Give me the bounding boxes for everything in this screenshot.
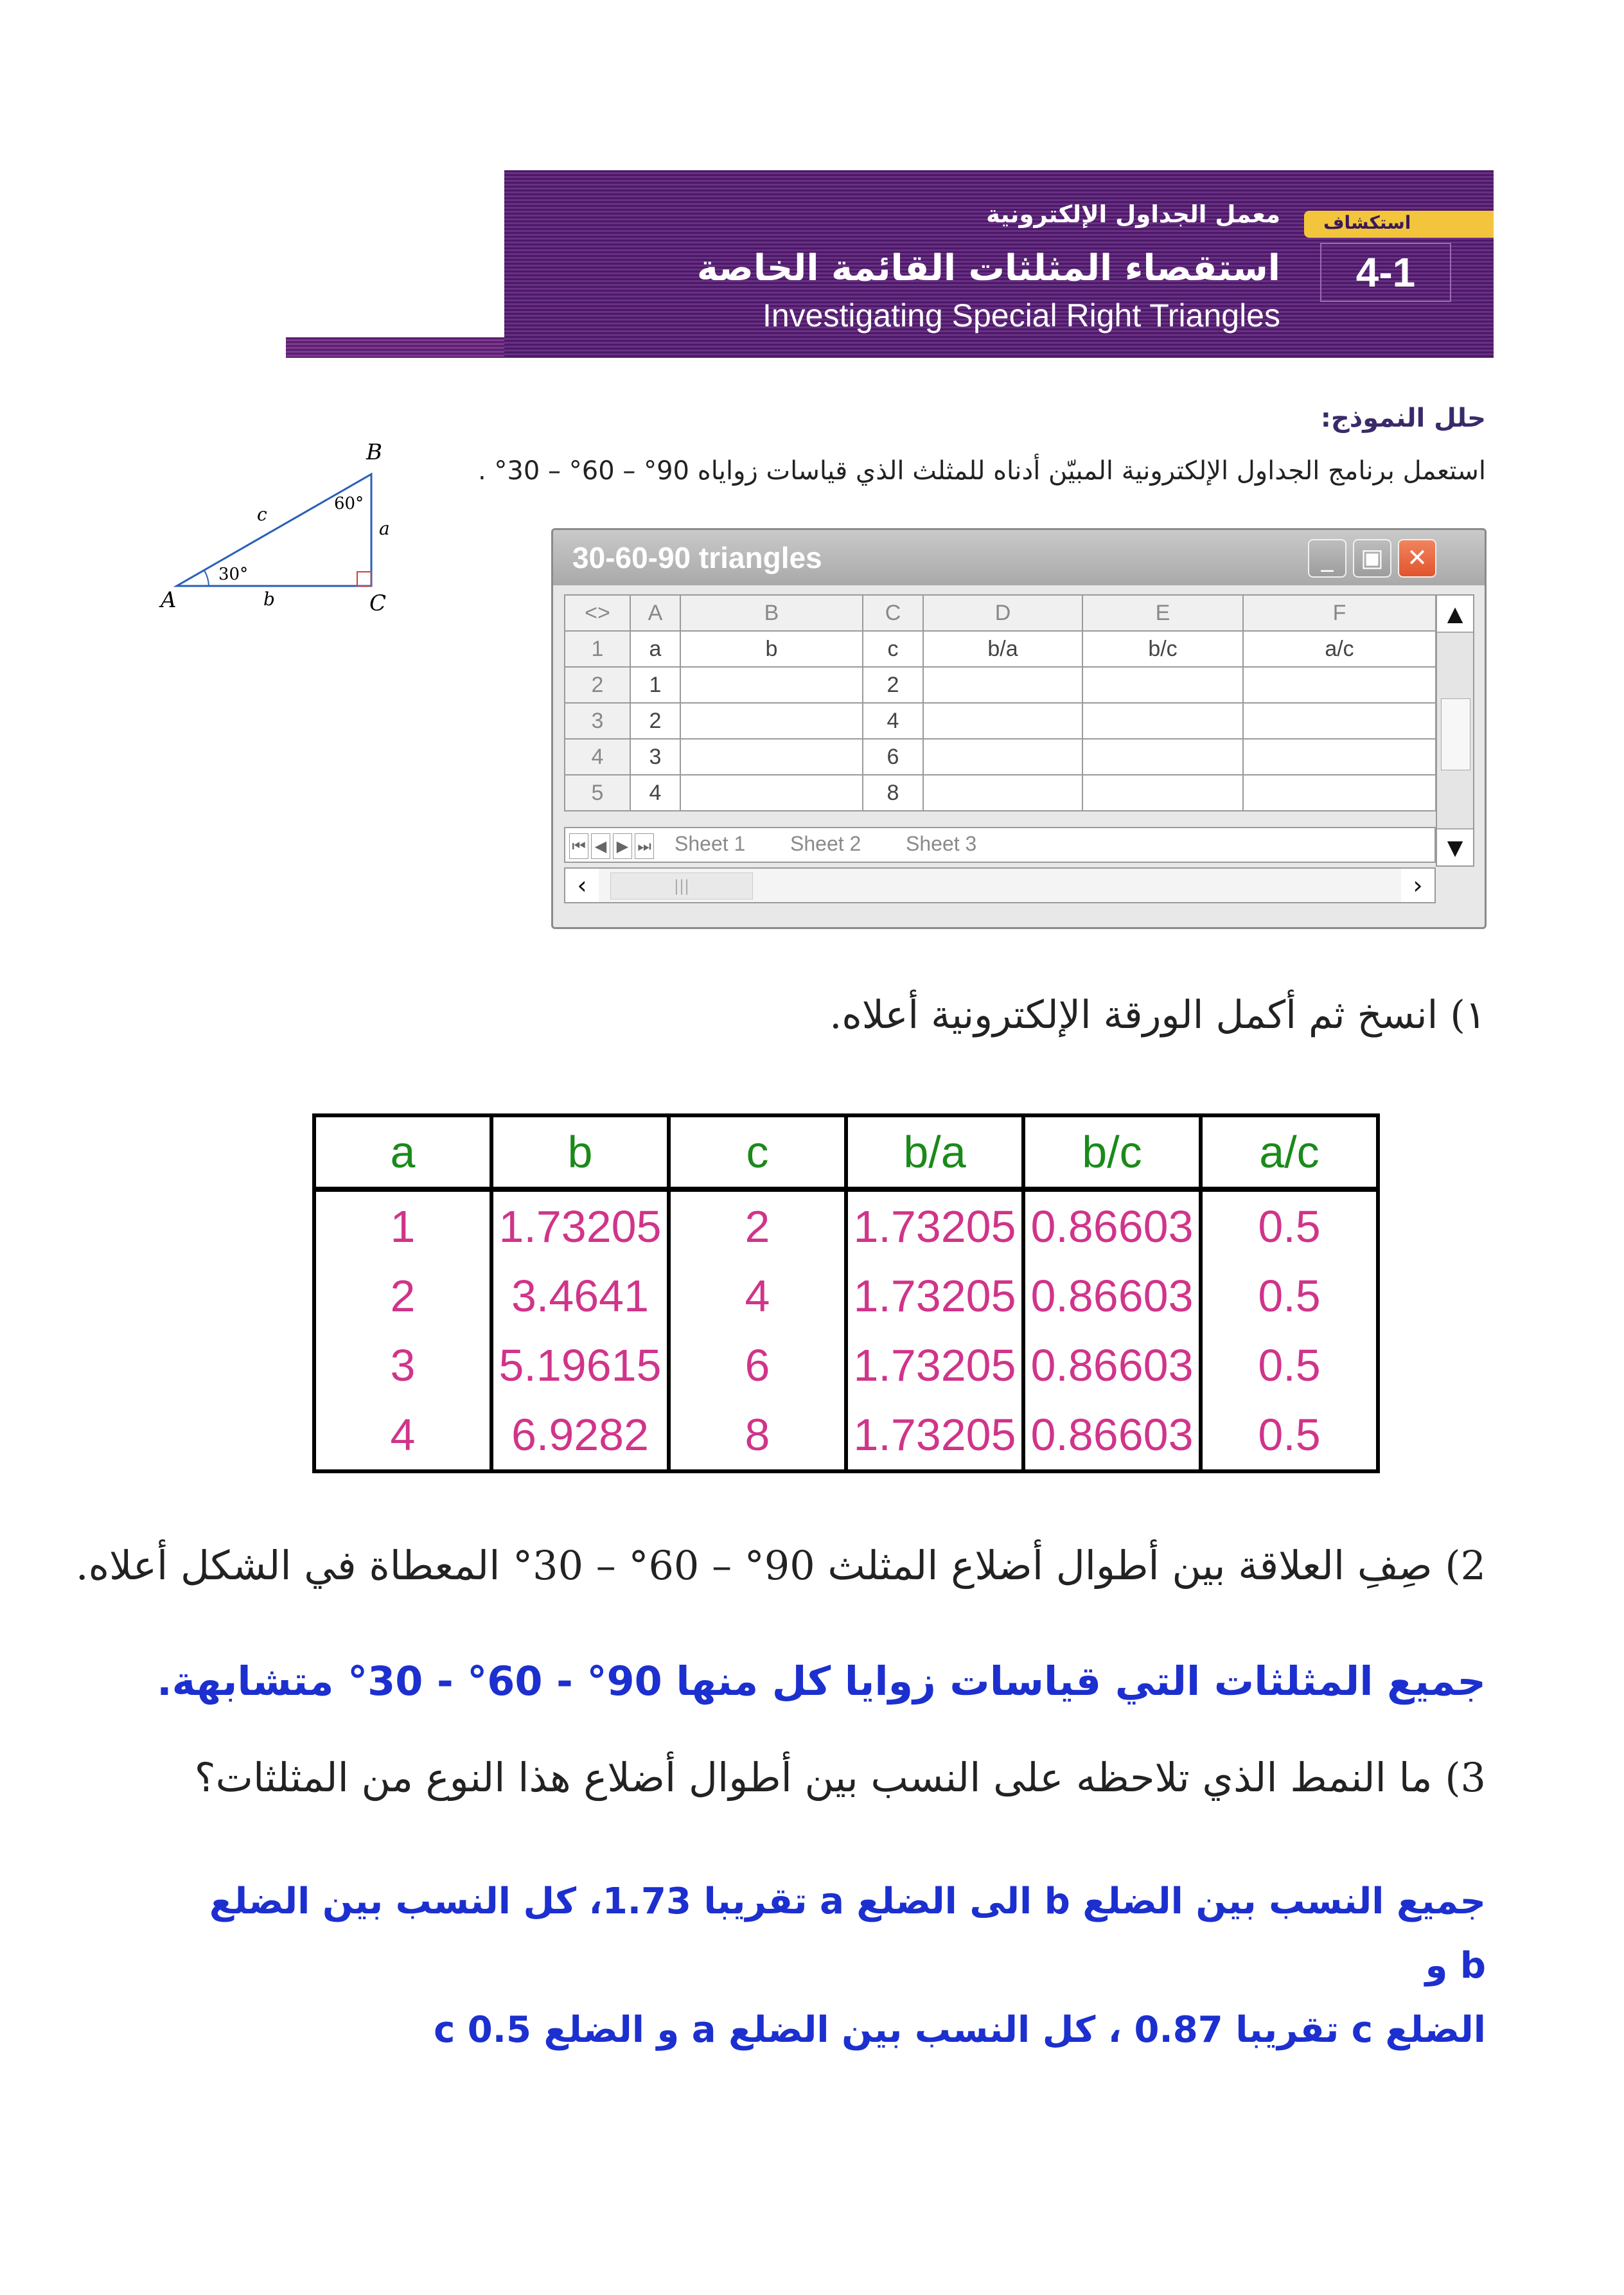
- prev-sheet-icon[interactable]: ◀: [591, 833, 610, 859]
- horizontal-scroll-thumb[interactable]: |||: [610, 873, 753, 899]
- maximize-button[interactable]: ▣: [1353, 539, 1391, 578]
- cell[interactable]: [923, 775, 1082, 811]
- horizontal-scrollbar[interactable]: [564, 867, 1436, 903]
- cell[interactable]: [680, 703, 863, 739]
- cell[interactable]: c: [863, 631, 923, 667]
- next-sheet-icon[interactable]: ▶: [613, 833, 632, 859]
- column-header[interactable]: F: [1243, 595, 1436, 631]
- spreadsheet-row: [565, 775, 1436, 811]
- cell[interactable]: [1082, 667, 1243, 703]
- answer-cell: 8: [669, 1400, 846, 1471]
- answer-cell: 1.73205: [846, 1400, 1023, 1471]
- answer-header: b: [491, 1115, 669, 1189]
- answer-cell: 3.4641: [491, 1261, 669, 1331]
- spreadsheet-grid: [564, 594, 1436, 811]
- answer-cell: 5.19615: [491, 1331, 669, 1400]
- answer-header-row: [314, 1115, 1378, 1189]
- vertex-label-a: A: [161, 587, 177, 613]
- vertical-scroll-thumb[interactable]: [1441, 698, 1470, 770]
- sheet-tab-1[interactable]: Sheet 1: [675, 832, 746, 855]
- answer-header: b/c: [1023, 1115, 1201, 1189]
- spreadsheet-row: [565, 703, 1436, 739]
- cell[interactable]: b/a: [923, 631, 1082, 667]
- cell[interactable]: 4: [863, 703, 923, 739]
- row-header[interactable]: 1: [565, 631, 630, 667]
- close-button[interactable]: ✕: [1398, 539, 1436, 578]
- right-triangle-figure: [148, 437, 411, 636]
- answer-cell: 3: [314, 1331, 491, 1400]
- cell[interactable]: [1082, 775, 1243, 811]
- spreadsheet-row: [565, 631, 1436, 667]
- column-header[interactable]: A: [630, 595, 680, 631]
- minimize-button[interactable]: _: [1308, 539, 1346, 578]
- side-label-a: a: [379, 518, 390, 539]
- answer-cell: 6.9282: [491, 1400, 669, 1471]
- answer-cell: 0.5: [1201, 1331, 1378, 1400]
- select-all-corner[interactable]: <>: [565, 595, 630, 631]
- angle-arc-a: [204, 571, 209, 586]
- answer-2: جميع المثلثات التي قياسات زوايا كل منها 90° - 60° - 30° متشابهة.: [157, 1658, 1486, 1705]
- answer-cell: 4: [314, 1400, 491, 1471]
- cell[interactable]: [1243, 775, 1436, 811]
- row-header[interactable]: 2: [565, 667, 630, 703]
- answer-cell: 0.5: [1201, 1400, 1378, 1471]
- scroll-up-icon[interactable]: ▲: [1437, 596, 1473, 633]
- answer-cell: 1.73205: [846, 1261, 1023, 1331]
- answer-3: [201, 1870, 1486, 2062]
- answer-table: [312, 1113, 1380, 1473]
- column-header[interactable]: D: [923, 595, 1082, 631]
- answer-cell: 4: [669, 1261, 846, 1331]
- cell[interactable]: 4: [630, 775, 680, 811]
- cell[interactable]: b/c: [1082, 631, 1243, 667]
- answer-cell: 1: [314, 1189, 491, 1261]
- answer-row: [314, 1400, 1378, 1471]
- row-header[interactable]: 5: [565, 775, 630, 811]
- vertex-label-c: C: [369, 590, 387, 616]
- question-3: 3) ما النمط الذي تلاحظه على النسب بين أطوال أضلاع هذا النوع من المثلثات؟: [194, 1754, 1486, 1801]
- answer-row: [314, 1261, 1378, 1331]
- answer-cell: 2: [669, 1189, 846, 1261]
- cell[interactable]: 2: [863, 667, 923, 703]
- vertical-scrollbar[interactable]: [1436, 594, 1474, 867]
- spreadsheet-row: [565, 667, 1436, 703]
- cell[interactable]: [923, 703, 1082, 739]
- question-2: 2) صِفِ العلاقة بين أطوال أضلاع المثلث 90° – 60° – 30° المعطاة في الشكل أعلاه.: [75, 1542, 1486, 1589]
- answer-cell: 0.86603: [1023, 1331, 1201, 1400]
- angle-label-60: 60°: [334, 494, 364, 513]
- column-header[interactable]: C: [863, 595, 923, 631]
- scroll-down-icon[interactable]: ▼: [1437, 828, 1473, 865]
- sheet-tab-3[interactable]: Sheet 3: [906, 832, 977, 855]
- cell[interactable]: 1: [630, 667, 680, 703]
- cell[interactable]: [1082, 739, 1243, 775]
- lesson-title-english: Investigating Special Right Triangles: [762, 297, 1280, 333]
- cell[interactable]: b: [680, 631, 863, 667]
- cell[interactable]: [680, 739, 863, 775]
- cell[interactable]: [923, 739, 1082, 775]
- answer-cell: 0.86603: [1023, 1261, 1201, 1331]
- answer-cell: 2: [314, 1261, 491, 1331]
- answer-row: [314, 1331, 1378, 1400]
- cell[interactable]: 6: [863, 739, 923, 775]
- cell[interactable]: a/c: [1243, 631, 1436, 667]
- vertex-label-b: B: [366, 439, 382, 465]
- banner-stripe: [286, 337, 508, 358]
- answer-header: b/a: [846, 1115, 1023, 1189]
- question-1: ١) انسخ ثم أكمل الورقة الإلكترونية أعلاه.: [829, 993, 1486, 1038]
- sheet-tab-2[interactable]: Sheet 2: [790, 832, 861, 855]
- cell[interactable]: [1082, 703, 1243, 739]
- scroll-left-icon[interactable]: ‹: [565, 869, 599, 902]
- spreadsheet-window: [551, 528, 1487, 929]
- spreadsheet-row: [565, 739, 1436, 775]
- answer-header: a/c: [1201, 1115, 1378, 1189]
- lab-title: معمل الجداول الإلكترونية: [986, 200, 1280, 228]
- cell[interactable]: 2: [630, 703, 680, 739]
- answer-cell: 6: [669, 1331, 846, 1400]
- row-header[interactable]: 4: [565, 739, 630, 775]
- analyze-model-heading: حلل النموذج:: [1320, 403, 1486, 433]
- answer-cell: 0.5: [1201, 1189, 1378, 1261]
- cell[interactable]: [923, 667, 1082, 703]
- angle-label-30: 30°: [218, 565, 249, 584]
- explore-badge-label: استكشاف: [1323, 212, 1411, 233]
- column-header[interactable]: B: [680, 595, 863, 631]
- last-sheet-icon[interactable]: ⏭: [635, 833, 654, 859]
- triangle-shape: [177, 474, 371, 586]
- cell[interactable]: [680, 667, 863, 703]
- answer-cell: 1.73205: [846, 1331, 1023, 1400]
- answer-row: [314, 1189, 1378, 1261]
- answer-header: a: [314, 1115, 491, 1189]
- cell[interactable]: [680, 775, 863, 811]
- cell[interactable]: [1243, 703, 1436, 739]
- answer-cell: 0.86603: [1023, 1189, 1201, 1261]
- answer-cell: 0.86603: [1023, 1400, 1201, 1471]
- right-angle-marker: [357, 572, 371, 586]
- cell[interactable]: 8: [863, 775, 923, 811]
- answer-3-line-1: جميع النسب بين الضلع b الى الضلع a تقريبا 1.73، كل النسب بين الضلع b و: [209, 1881, 1486, 1987]
- cell[interactable]: 3: [630, 739, 680, 775]
- model-instruction: استعمل برنامج الجداول الإلكترونية المبيّن أدناه للمثلث الذي قياسات زواياه 90° – 60° – 30° .: [477, 456, 1486, 486]
- cell[interactable]: [1243, 667, 1436, 703]
- answer-3-line-2: الضلع c تقريبا 0.87 ، كل النسب بين الضلع a و الضلع c 0.5: [434, 2009, 1486, 2051]
- scroll-right-icon[interactable]: ›: [1401, 869, 1434, 902]
- row-header[interactable]: 3: [565, 703, 630, 739]
- sheet-tab-bar: [564, 827, 1436, 863]
- window-title: 30-60-90 triangles: [572, 541, 822, 574]
- answer-header: c: [669, 1115, 846, 1189]
- answer-cell: 1.73205: [491, 1189, 669, 1261]
- cell[interactable]: [1243, 739, 1436, 775]
- first-sheet-icon[interactable]: ⏮: [569, 833, 588, 859]
- answer-cell: 0.5: [1201, 1261, 1378, 1331]
- cell[interactable]: a: [630, 631, 680, 667]
- lesson-number: 4-1: [1320, 243, 1451, 302]
- column-header-row: [565, 595, 1436, 631]
- side-label-b: b: [263, 589, 275, 610]
- side-label-c: c: [257, 504, 267, 525]
- answer-cell: 1.73205: [846, 1189, 1023, 1261]
- lesson-title-arabic: استقصاء المثلثات القائمة الخاصة: [696, 247, 1280, 289]
- column-header[interactable]: E: [1082, 595, 1243, 631]
